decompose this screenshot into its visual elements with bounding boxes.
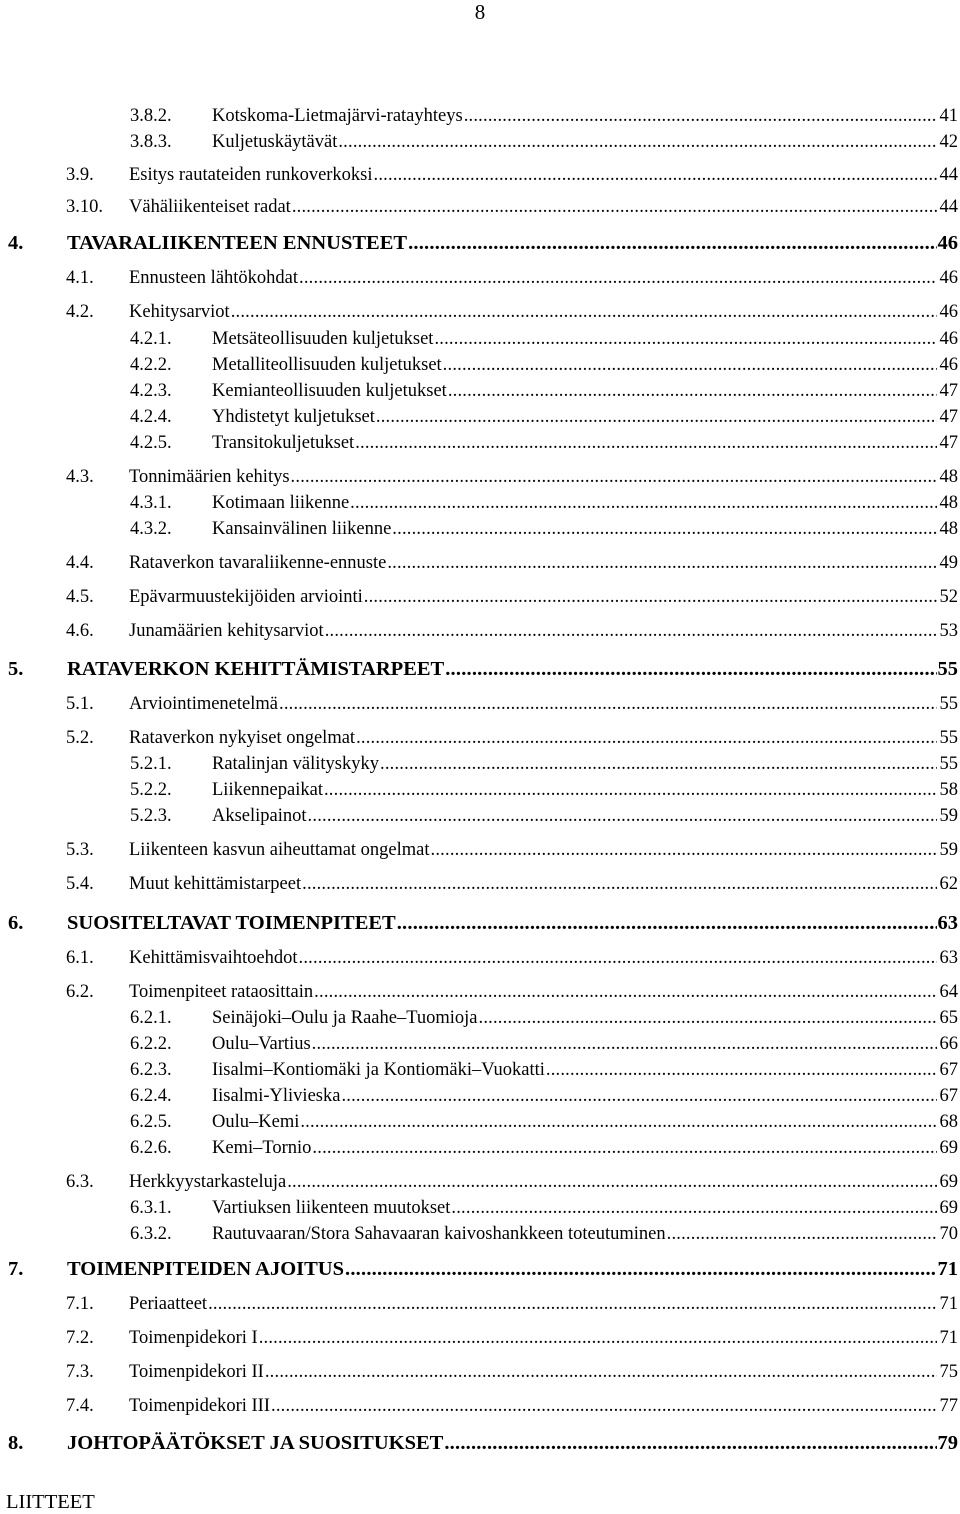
toc-entry[interactable]	[130, 1221, 958, 1245]
toc-entry-title: Kemi–Tornio	[212, 1138, 312, 1158]
toc-entry-page: 52	[939, 587, 958, 607]
toc-dot-leader	[464, 105, 937, 127]
toc-entry-page: 44	[939, 165, 958, 185]
toc-entry-title: Toimenpiteet rataosittain	[129, 982, 314, 1002]
toc-dot-leader	[312, 1137, 937, 1159]
toc-entry-page: 55	[939, 694, 958, 714]
toc-entry[interactable]	[8, 230, 958, 254]
toc-entry[interactable]	[130, 326, 958, 350]
toc-entry[interactable]	[66, 871, 958, 895]
toc-entry[interactable]	[130, 1195, 958, 1219]
toc-dot-leader	[387, 552, 937, 574]
toc-dot-leader	[300, 1111, 937, 1133]
toc-dot-leader	[445, 658, 936, 680]
toc-entry-page: 46	[939, 302, 958, 322]
toc-entry-number: 4.1.	[66, 268, 94, 288]
toc-entry[interactable]	[66, 299, 958, 323]
toc-entry[interactable]	[66, 1359, 958, 1383]
toc-entry-page: 63	[939, 948, 958, 968]
toc-entry-number: 6.3.1.	[130, 1198, 172, 1218]
toc-entry-page: 63	[937, 912, 958, 934]
toc-entry-number: 7.	[8, 1258, 24, 1280]
toc-entry-page: 58	[939, 780, 958, 800]
toc-entry-page: 47	[939, 381, 958, 401]
toc-entry-page: 44	[939, 197, 958, 217]
toc-dot-leader	[271, 1395, 937, 1417]
toc-entry[interactable]	[66, 550, 958, 574]
toc-entry-title: Rautuvaaran/Stora Sahavaaran kaivoshankkeen toteutuminen	[212, 1224, 666, 1244]
toc-dot-leader	[287, 1171, 937, 1193]
toc-entry-number: 5.2.	[66, 728, 94, 748]
toc-entry-number: 6.3.	[66, 1172, 94, 1192]
toc-entry[interactable]	[130, 1109, 958, 1133]
toc-entry-page: 70	[939, 1224, 958, 1244]
toc-dot-leader	[364, 586, 937, 608]
toc-entry-title: Liikennepaikat	[212, 780, 323, 800]
toc-entry-page: 42	[939, 132, 958, 152]
toc-entry-number: 8.	[8, 1432, 24, 1454]
toc-dot-leader	[434, 328, 937, 350]
toc-entry-title: Epävarmuustekijöiden arviointi	[129, 587, 363, 607]
toc-entry[interactable]	[130, 352, 958, 376]
toc-entry-page: 64	[939, 982, 958, 1002]
toc-entry-page: 69	[939, 1198, 958, 1218]
toc-dot-leader	[374, 164, 937, 186]
toc-entry-page: 46	[937, 232, 958, 254]
toc-entry-page: 46	[939, 355, 958, 375]
toc-entry-page: 55	[939, 728, 958, 748]
toc-entry[interactable]	[130, 751, 958, 775]
toc-entry-title: Ratalinjan välityskyky	[212, 754, 379, 774]
toc-entry-title: Junamäärien kehitysarviot	[129, 621, 324, 641]
toc-entry[interactable]	[66, 162, 958, 186]
toc-entry-number: 4.2.2.	[130, 355, 172, 375]
toc-entry[interactable]	[66, 945, 958, 969]
toc-dot-leader	[345, 1258, 936, 1280]
toc-entry-page: 41	[939, 106, 958, 126]
toc-entry-title: Herkkyystarkasteluja	[129, 1172, 287, 1192]
toc-dot-leader	[324, 779, 937, 801]
toc-entry-number: 4.2.5.	[130, 433, 172, 453]
toc-entry-title: Metalliteollisuuden kuljetukset	[212, 355, 442, 375]
toc-entry-page: 46	[939, 329, 958, 349]
toc-entry-title: Iisalmi-Ylivieska	[212, 1086, 341, 1106]
appendix-heading: LIITTEET	[6, 1491, 95, 1513]
toc-entry[interactable]	[8, 1256, 958, 1280]
toc-dot-leader	[291, 466, 937, 488]
toc-dot-leader	[350, 492, 937, 514]
toc-entry-page: 62	[939, 874, 958, 894]
toc-entry-title: Seinäjoki–Oulu ja Raahe–Tuomioja	[212, 1008, 478, 1028]
toc-dot-leader	[299, 267, 937, 289]
toc-entry-title: Yhdistetyt kuljetukset	[212, 407, 375, 427]
toc-entry-page: 68	[939, 1112, 958, 1132]
toc-entry[interactable]	[66, 265, 958, 289]
toc-entry-page: 47	[939, 433, 958, 453]
toc-entry[interactable]	[8, 656, 958, 680]
toc-entry-number: 5.3.	[66, 840, 94, 860]
toc-entry-title: Toimenpidekori II	[129, 1362, 264, 1382]
toc-entry-title: TAVARALIIKENTEEN ENNUSTEET	[67, 232, 408, 254]
toc-entry-number: 6.2.	[66, 982, 94, 1002]
toc-entry-title: Oulu–Kemi	[212, 1112, 300, 1132]
page-number: 8	[474, 0, 486, 24]
toc-entry-number: 4.2.	[66, 302, 94, 322]
toc-entry-title: Liikenteen kasvun aiheuttamat ongelmat	[129, 840, 430, 860]
toc-entry-title: Metsäteollisuuden kuljetukset	[212, 329, 434, 349]
toc-dot-leader	[380, 753, 937, 775]
toc-entry-title: Vartiuksen liikenteen muutokset	[212, 1198, 451, 1218]
toc-entry-number: 4.	[8, 232, 24, 254]
toc-entry-number: 4.3.1.	[130, 493, 172, 513]
toc-entry-number: 6.2.1.	[130, 1008, 172, 1028]
toc-dot-leader	[451, 1197, 937, 1219]
toc-dot-leader	[338, 131, 937, 153]
toc-entry-title: RATAVERKON KEHITTÄMISTARPEET	[67, 658, 445, 680]
toc-entry-title: SUOSITELTAVAT TOIMENPITEET	[67, 912, 396, 934]
toc-entry-page: 59	[939, 840, 958, 860]
toc-dot-leader	[397, 912, 937, 934]
toc-entry-number: 7.4.	[66, 1396, 94, 1416]
toc-entry[interactable]	[66, 1169, 958, 1193]
toc-entry-page: 48	[939, 467, 958, 487]
toc-entry-title: Kuljetuskäytävät	[212, 132, 338, 152]
toc-dot-leader	[392, 518, 937, 540]
toc-entry-title: Esitys rautateiden runkoverkoksi	[129, 165, 373, 185]
toc-entry-page: 59	[939, 806, 958, 826]
toc-dot-leader	[299, 947, 937, 969]
toc-entry[interactable]	[130, 430, 958, 454]
toc-entry-page: 48	[939, 493, 958, 513]
toc-entry-page: 77	[939, 1396, 958, 1416]
toc-entry-title: Transitokuljetukset	[212, 433, 355, 453]
toc-entry-number: 5.2.3.	[130, 806, 172, 826]
toc-entry-title: Oulu–Vartius	[212, 1034, 311, 1054]
toc-entry[interactable]	[8, 1430, 958, 1454]
toc-dot-leader	[279, 693, 937, 715]
toc-entry-page: 53	[939, 621, 958, 641]
toc-entry-number: 5.1.	[66, 694, 94, 714]
toc-dot-leader	[308, 805, 937, 827]
toc-entry[interactable]	[130, 1057, 958, 1081]
toc-entry-number: 4.3.	[66, 467, 94, 487]
toc-entry-number: 5.2.2.	[130, 780, 172, 800]
toc-entry-title: Arviointimenetelmä	[129, 694, 278, 714]
toc-dot-leader	[259, 1327, 937, 1349]
toc-dot-leader	[325, 620, 937, 642]
toc-entry-number: 6.2.2.	[130, 1034, 172, 1054]
toc-entry-title: Muut kehittämistarpeet	[129, 874, 302, 894]
toc-entry-title: Akselipainot	[212, 806, 307, 826]
toc-entry[interactable]	[66, 1393, 958, 1417]
toc-dot-leader	[265, 1361, 937, 1383]
toc-entry[interactable]	[66, 1325, 958, 1349]
toc-entry-page: 65	[939, 1008, 958, 1028]
toc-entry-number: 5.	[8, 658, 24, 680]
toc-entry-title: Vähäliikenteiset radat	[129, 197, 291, 217]
toc-entry-title: Tonnimäärien kehitys	[129, 467, 290, 487]
toc-entry[interactable]	[130, 803, 958, 827]
toc-entry-number: 3.8.3.	[130, 132, 172, 152]
toc-entry-title: TOIMENPITEIDEN AJOITUS	[67, 1258, 345, 1280]
toc-entry-number: 6.2.3.	[130, 1060, 172, 1080]
toc-entry-page: 71	[939, 1328, 958, 1348]
toc-dot-leader	[479, 1007, 938, 1029]
toc-entry[interactable]	[130, 404, 958, 428]
toc-dot-leader	[356, 727, 937, 749]
toc-entry-number: 7.1.	[66, 1294, 94, 1314]
toc-entry-title: Ennusteen lähtökohdat	[129, 268, 299, 288]
toc-entry-title: Rataverkon tavaraliikenne-ennuste	[129, 553, 387, 573]
toc-dot-leader	[431, 839, 937, 861]
toc-entry[interactable]	[130, 777, 958, 801]
toc-entry-number: 4.4.	[66, 553, 94, 573]
toc-entry-number: 6.	[8, 912, 24, 934]
toc-entry[interactable]	[66, 464, 958, 488]
toc-entry-number: 4.2.4.	[130, 407, 172, 427]
toc-entry-page: 55	[937, 658, 958, 680]
toc-entry[interactable]	[130, 516, 958, 540]
toc-dot-leader	[355, 432, 937, 454]
toc-entry-page: 48	[939, 519, 958, 539]
toc-entry-title: Kotskoma-Lietmajärvi-ratayhteys	[212, 106, 463, 126]
toc-entry-title: Kansainvälinen liikenne	[212, 519, 392, 539]
toc-dot-leader	[231, 301, 937, 323]
toc-entry-title: Iisalmi–Kontiomäki ja Kontiomäki–Vuokatti	[212, 1060, 545, 1080]
toc-entry[interactable]	[130, 129, 958, 153]
toc-entry-page: 49	[939, 553, 958, 573]
toc-entry-page: 69	[939, 1138, 958, 1158]
toc-entry-page: 79	[937, 1432, 958, 1454]
toc-entry-title: Kemianteollisuuden kuljetukset	[212, 381, 447, 401]
toc-entry-title: Kehitysarviot	[129, 302, 230, 322]
toc-dot-leader	[444, 1432, 936, 1454]
toc-dot-leader	[448, 380, 937, 402]
toc-entry-number: 7.3.	[66, 1362, 94, 1382]
toc-entry-number: 6.2.4.	[130, 1086, 172, 1106]
toc-entry-number: 4.6.	[66, 621, 94, 641]
toc-entry-number: 4.5.	[66, 587, 94, 607]
toc-entry[interactable]	[66, 1291, 958, 1315]
toc-entry-number: 6.1.	[66, 948, 94, 968]
toc-entry[interactable]	[130, 1083, 958, 1107]
toc-entry[interactable]	[130, 1005, 958, 1029]
toc-entry-title: Toimenpidekori III	[129, 1396, 271, 1416]
toc-entry[interactable]	[66, 837, 958, 861]
toc-entry[interactable]	[66, 725, 958, 749]
toc-entry[interactable]	[66, 691, 958, 715]
toc-entry-page: 67	[939, 1060, 958, 1080]
toc-entry-number: 3.8.2.	[130, 106, 172, 126]
toc-entry-page: 71	[939, 1294, 958, 1314]
toc-entry-page: 55	[939, 754, 958, 774]
toc-dot-leader	[667, 1223, 937, 1245]
toc-entry-number: 3.9.	[66, 165, 94, 185]
toc-dot-leader	[302, 873, 937, 895]
toc-dot-leader	[314, 981, 937, 1003]
toc-entry[interactable]	[66, 979, 958, 1003]
toc-entry-number: 7.2.	[66, 1328, 94, 1348]
toc-entry[interactable]	[66, 584, 958, 608]
toc-entry-title: JOHTOPÄÄTÖKSET JA SUOSITUKSET	[67, 1432, 444, 1454]
toc-dot-leader	[292, 196, 937, 218]
toc-dot-leader	[341, 1085, 937, 1107]
toc-entry[interactable]	[66, 618, 958, 642]
toc-entry-title: Rataverkon nykyiset ongelmat	[129, 728, 356, 748]
toc-entry-page: 71	[937, 1258, 958, 1280]
toc-entry-page: 67	[939, 1086, 958, 1106]
toc-entry-number: 4.2.1.	[130, 329, 172, 349]
toc-entry-number: 3.10.	[66, 197, 103, 217]
toc-entry-number: 5.2.1.	[130, 754, 172, 774]
toc-dot-leader	[208, 1293, 937, 1315]
toc-entry-number: 6.2.5.	[130, 1112, 172, 1132]
toc-entry-page: 46	[939, 268, 958, 288]
toc-entry[interactable]	[66, 194, 958, 218]
toc-entry-number: 6.2.6.	[130, 1138, 172, 1158]
toc-entry-title: Kehittämisvaihtoehdot	[129, 948, 298, 968]
toc-entry-title: Periaatteet	[129, 1294, 208, 1314]
toc-entry-title: Kotimaan liikenne	[212, 493, 350, 513]
toc-dot-leader	[546, 1059, 937, 1081]
toc-dot-leader	[408, 232, 936, 254]
toc-entry[interactable]	[130, 378, 958, 402]
toc-entry-number: 6.3.2.	[130, 1224, 172, 1244]
toc-dot-leader	[443, 354, 937, 376]
toc-entry[interactable]	[130, 103, 958, 127]
toc-entry-page: 47	[939, 407, 958, 427]
toc-entry[interactable]	[130, 1135, 958, 1159]
toc-entry[interactable]	[8, 910, 958, 934]
toc-entry-number: 4.2.3.	[130, 381, 172, 401]
toc-entry[interactable]	[130, 1031, 958, 1055]
toc-entry-page: 66	[939, 1034, 958, 1054]
toc-entry[interactable]	[130, 490, 958, 514]
toc-entry-number: 5.4.	[66, 874, 94, 894]
toc-entry-title: Toimenpidekori I	[129, 1328, 258, 1348]
toc-dot-leader	[312, 1033, 937, 1055]
toc-dot-leader	[376, 406, 937, 428]
toc-entry-page: 69	[939, 1172, 958, 1192]
toc-entry-number: 4.3.2.	[130, 519, 172, 539]
toc-entry-page: 75	[939, 1362, 958, 1382]
